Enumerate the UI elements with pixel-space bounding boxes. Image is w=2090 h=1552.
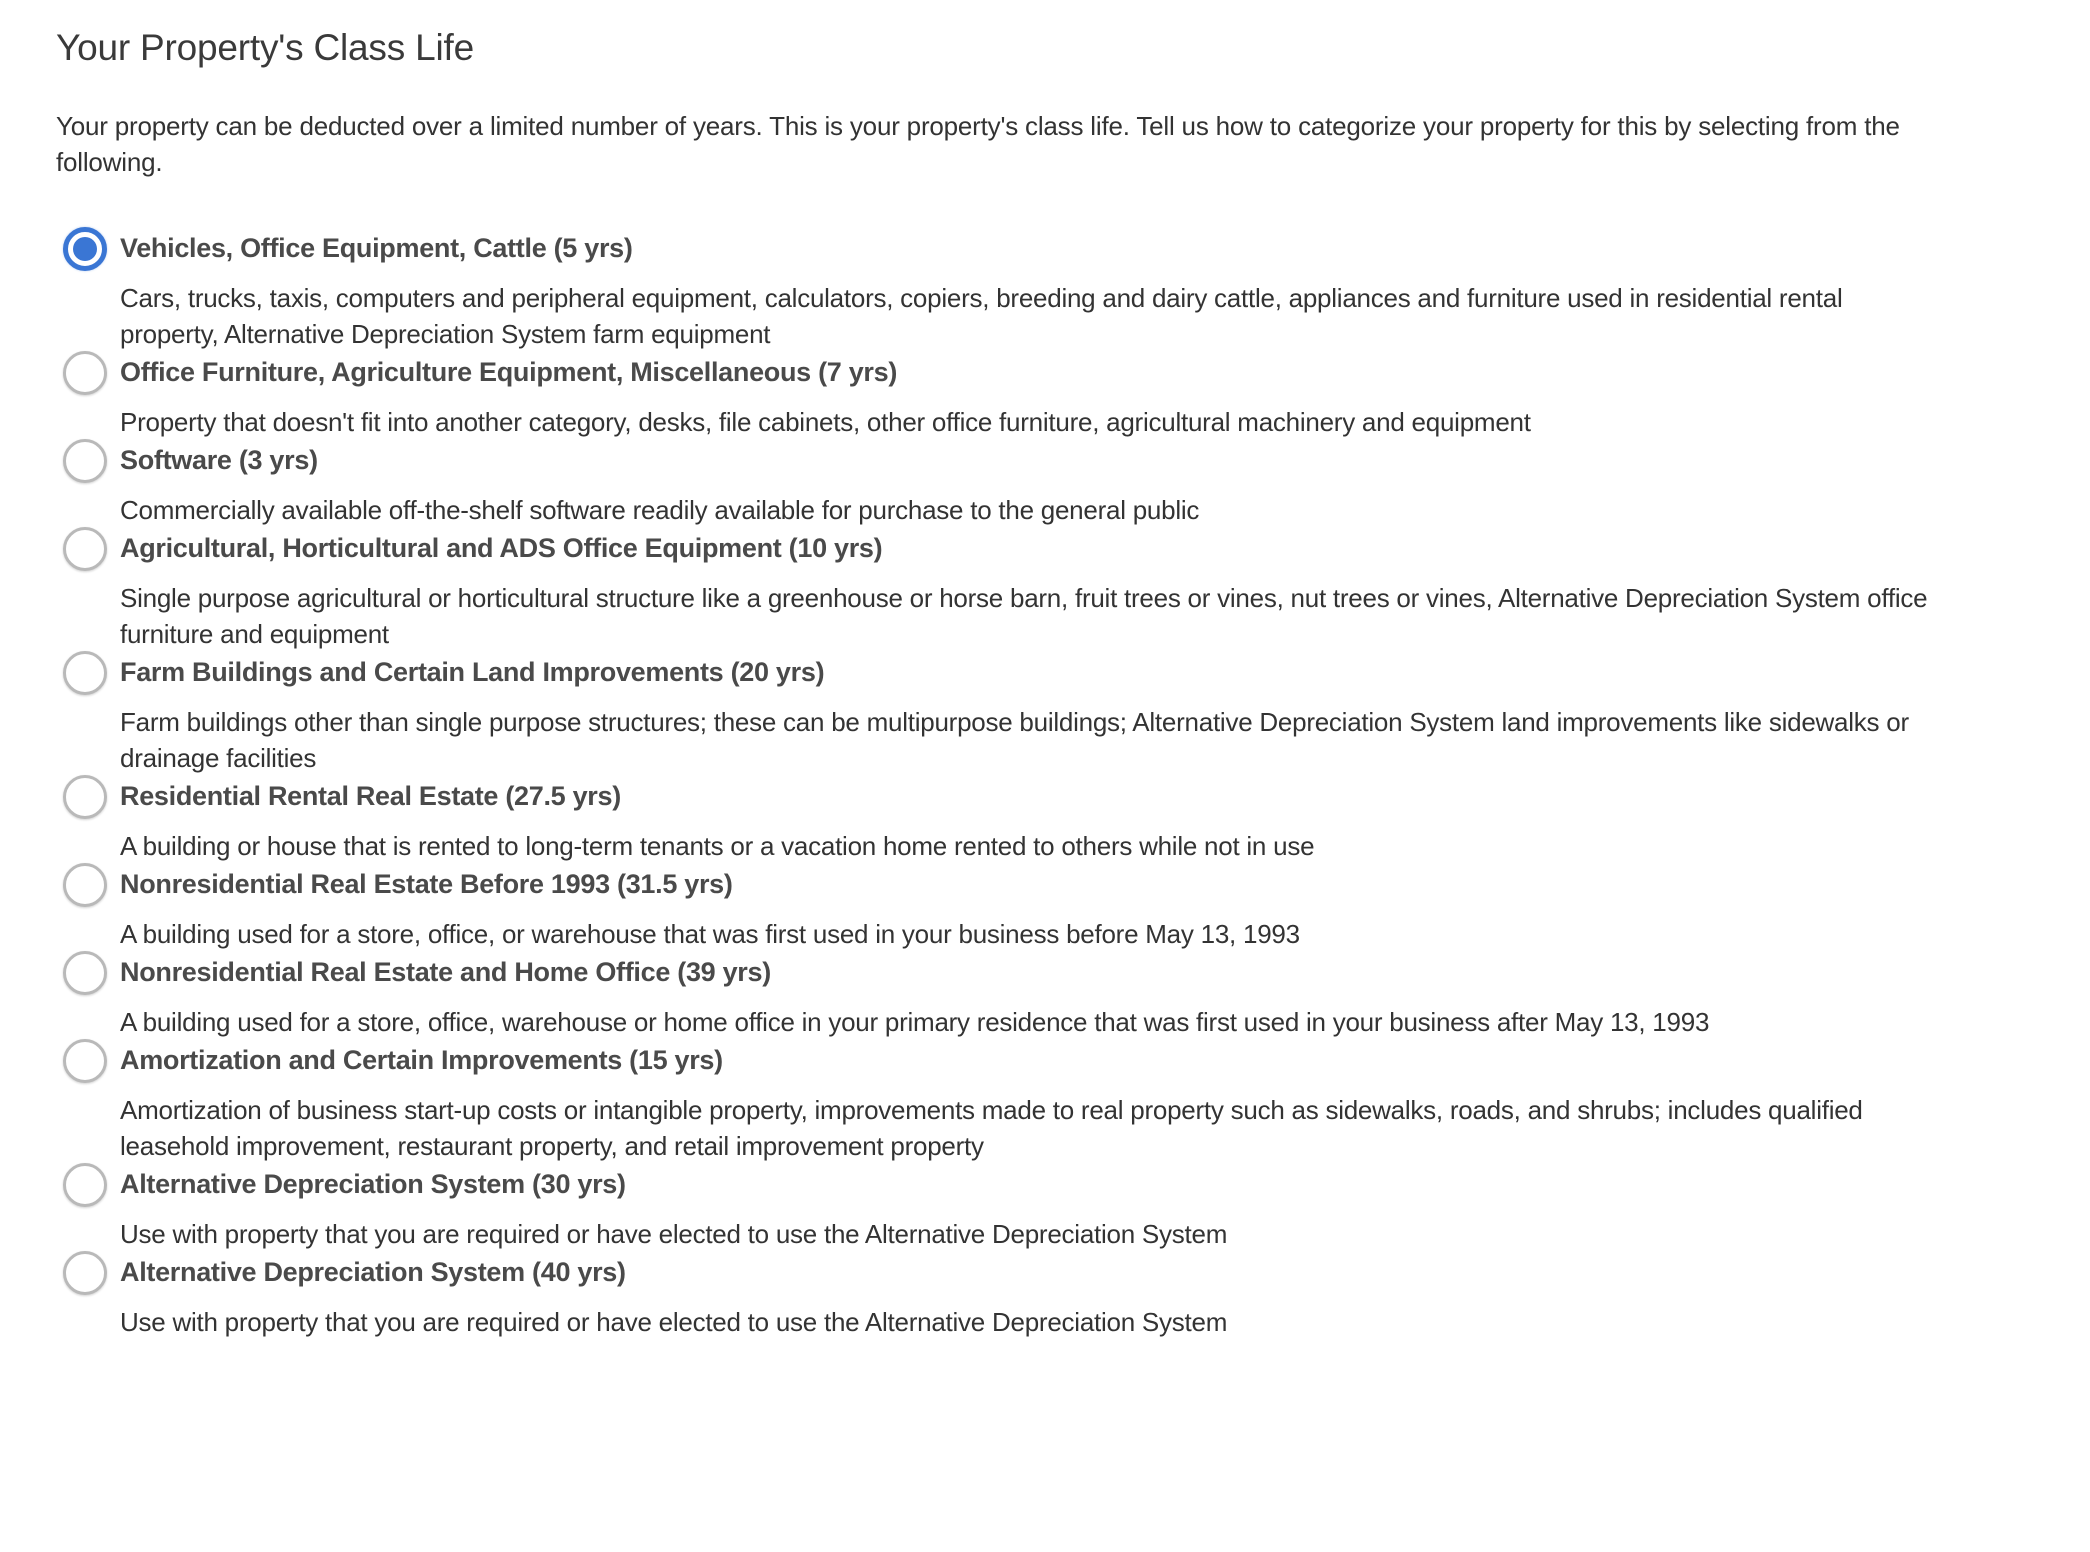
option-description: Use with property that you are required or have elected to use the Alternative Depreciation System — [120, 1219, 1228, 1249]
option-label[interactable]: Alternative Depreciation System (40 yrs) — [120, 1257, 626, 1287]
radio-button-icon[interactable] — [63, 1039, 107, 1083]
radio-button-icon[interactable] — [63, 527, 107, 571]
option-20-yrs[interactable] — [56, 652, 1956, 776]
option-label[interactable]: Software (3 yrs) — [120, 445, 318, 475]
option-description: Cars, trucks, taxis, computers and peripheral equipment, calculators, copiers, breeding and dairy cattle, appliances and furniture used in residential rental property, Alternative Depreciation System farm equipment — [120, 283, 1843, 349]
page-title: Your Property's Class Life — [56, 27, 474, 68]
option-description: A building used for a store, office, warehouse or home office in your primary residence that was first used in your business after May 13, 1993 — [120, 1007, 1710, 1037]
option-label[interactable]: Residential Rental Real Estate (27.5 yrs) — [120, 781, 621, 811]
option-label[interactable]: Nonresidential Real Estate and Home Office (39 yrs) — [120, 957, 771, 987]
radio-button-icon[interactable] — [63, 351, 107, 395]
option-label[interactable]: Office Furniture, Agriculture Equipment, Miscellaneous (7 yrs) — [120, 357, 898, 387]
option-39-yrs[interactable] — [56, 952, 1956, 1040]
option-3-yrs[interactable] — [56, 440, 1956, 528]
option-description: Amortization of business start-up costs or intangible property, improvements made to real property such as sidewalks, roads, and shrubs; includes qualified leasehold improvement, restaurant property, and retail improvement property — [120, 1095, 1863, 1161]
radio-button-icon[interactable] — [63, 775, 107, 819]
radio-button-icon[interactable] — [63, 651, 107, 695]
class-life-radio-group — [56, 228, 1956, 1340]
option-7-yrs[interactable] — [56, 352, 1956, 440]
option-31-5-yrs[interactable] — [56, 864, 1956, 952]
option-description: A building or house that is rented to long-term tenants or a vacation home rented to others while not in use — [120, 831, 1315, 861]
radio-button-icon[interactable] — [63, 1163, 107, 1207]
option-label[interactable]: Alternative Depreciation System (30 yrs) — [120, 1169, 626, 1199]
radio-button-selected-icon[interactable] — [63, 227, 107, 271]
radio-button-icon[interactable] — [63, 951, 107, 995]
option-label[interactable]: Nonresidential Real Estate Before 1993 (31.5 yrs) — [120, 869, 733, 899]
option-label[interactable]: Amortization and Certain Improvements (15 yrs) — [120, 1045, 723, 1075]
radio-button-icon[interactable] — [63, 439, 107, 483]
option-description: Use with property that you are required or have elected to use the Alternative Depreciation System — [120, 1307, 1228, 1337]
option-15-yrs[interactable] — [56, 1040, 1956, 1164]
option-description: Single purpose agricultural or horticultural structure like a greenhouse or horse barn, fruit trees or vines, nut trees or vines, Alternative Depreciation System office furniture and equipment — [120, 583, 1928, 649]
class-life-page — [56, 0, 1956, 1340]
option-27-5-yrs[interactable] — [56, 776, 1956, 864]
option-description: Property that doesn't fit into another category, desks, file cabinets, other office furniture, agricultural machinery and equipment — [120, 407, 1531, 437]
radio-button-icon[interactable] — [63, 1251, 107, 1295]
option-label[interactable]: Agricultural, Horticultural and ADS Office Equipment (10 yrs) — [120, 533, 883, 563]
option-ads-40-yrs[interactable] — [56, 1252, 1956, 1340]
option-label[interactable]: Vehicles, Office Equipment, Cattle (5 yrs) — [120, 233, 633, 263]
option-5-yrs[interactable] — [56, 228, 1956, 352]
option-description: A building used for a store, office, or warehouse that was first used in your business before May 13, 1993 — [120, 919, 1300, 949]
radio-button-icon[interactable] — [63, 863, 107, 907]
option-label[interactable]: Farm Buildings and Certain Land Improvements (20 yrs) — [120, 657, 825, 687]
option-description: Commercially available off-the-shelf software readily available for purchase to the general public — [120, 495, 1200, 525]
option-ads-30-yrs[interactable] — [56, 1164, 1956, 1252]
intro-text: Your property can be deducted over a limited number of years. This is your property's class life. Tell us how to categorize your property for this by selecting from the following. — [56, 111, 1900, 177]
option-10-yrs[interactable] — [56, 528, 1956, 652]
option-description: Farm buildings other than single purpose structures; these can be multipurpose buildings; Alternative Depreciation System land improvements like sidewalks or drainage facilities — [120, 707, 1909, 773]
